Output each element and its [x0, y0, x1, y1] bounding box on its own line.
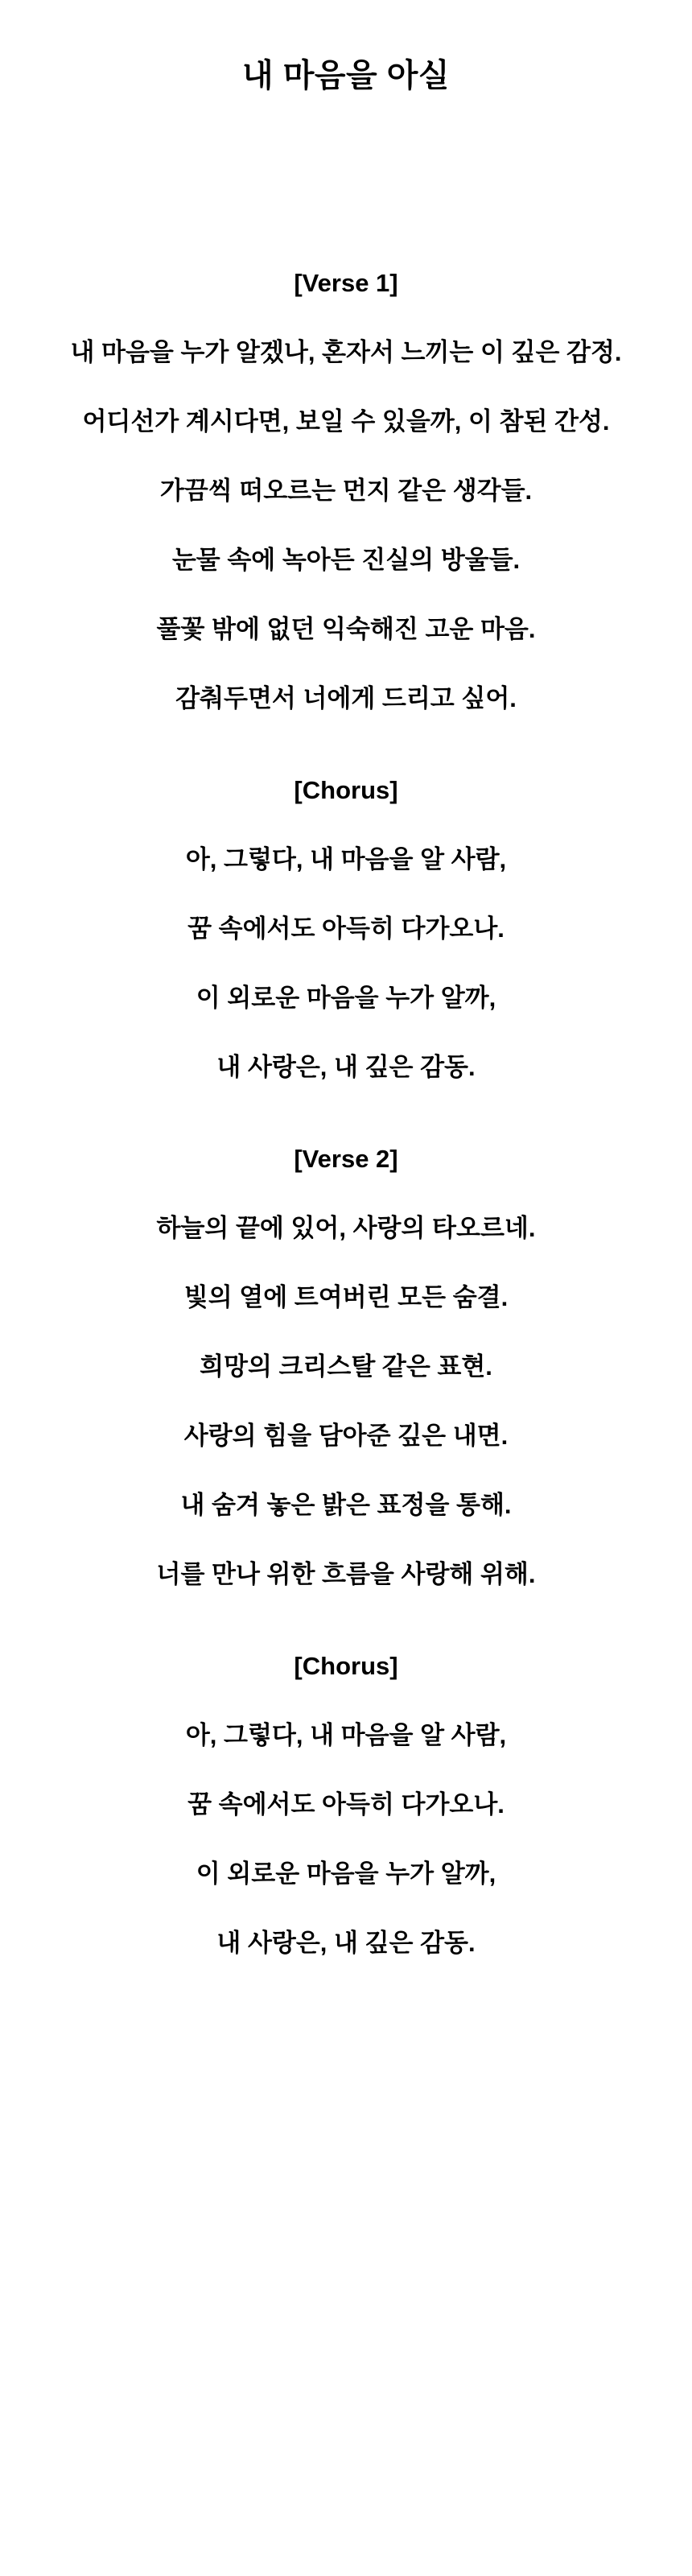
lyric-line: 아, 그렇다, 내 마음을 알 사람, [185, 845, 507, 873]
lyric-line: 이 외로운 마음을 누가 알까, [196, 984, 496, 1012]
lyric-line: 눈물 속에 녹아든 진실의 방울들. [171, 546, 521, 574]
lyric-line: 이 외로운 마음을 누가 알까, [196, 1860, 496, 1888]
lyric-line: 내 사랑은, 내 깊은 감동. [216, 1929, 476, 1957]
song-title: 내 마음을 아실 [241, 58, 451, 93]
lyric-line: 꿈 속에서도 아득히 다가오나. [187, 914, 505, 943]
lyric-line: 내 마음을 누가 알겠나, 혼자서 느끼는 이 깊은 감정. [70, 338, 622, 366]
lyric-line: 감춰두면서 너에게 드리고 싶어. [175, 684, 517, 712]
lyric-line: 빛의 열에 트여버린 모든 숨결. [183, 1283, 509, 1311]
section-verse-2 [0, 1143, 692, 1591]
lyric-line: 내 사랑은, 내 깊은 감동. [216, 1053, 476, 1081]
lyric-line: 꿈 속에서도 아득히 다가오나. [187, 1790, 505, 1818]
section-verse-1 [0, 267, 692, 715]
lyric-line: 가끔씩 떠오르는 먼지 같은 생각들. [159, 477, 533, 505]
lyric-line: 풀꽃 밖에 없던 익숙해진 고운 마음. [156, 615, 536, 643]
section-label: [Chorus] [294, 776, 398, 804]
section-label: [Chorus] [294, 1652, 398, 1680]
lyric-line: 하늘의 끝에 있어, 사랑의 타오르네. [156, 1214, 536, 1242]
section-chorus-1 [0, 774, 692, 1084]
lyric-line: 내 숨겨 놓은 밝은 표정을 통해. [180, 1491, 512, 1519]
lyric-line: 어디선가 계시다면, 보일 수 있을까, 이 참된 간성. [82, 407, 610, 436]
section-label: [Verse 1] [294, 269, 398, 297]
section-chorus-2 [0, 1650, 692, 1959]
lyric-line: 사랑의 힘을 담아준 깊은 내면. [183, 1422, 509, 1450]
section-label: [Verse 2] [294, 1145, 398, 1173]
lyric-line: 희망의 크리스탈 같은 표현. [200, 1352, 492, 1381]
lyric-line: 너를 만나 위한 흐름을 사랑해 위해. [156, 1560, 536, 1588]
lyric-line: 아, 그렇다, 내 마음을 알 사람, [185, 1721, 507, 1749]
